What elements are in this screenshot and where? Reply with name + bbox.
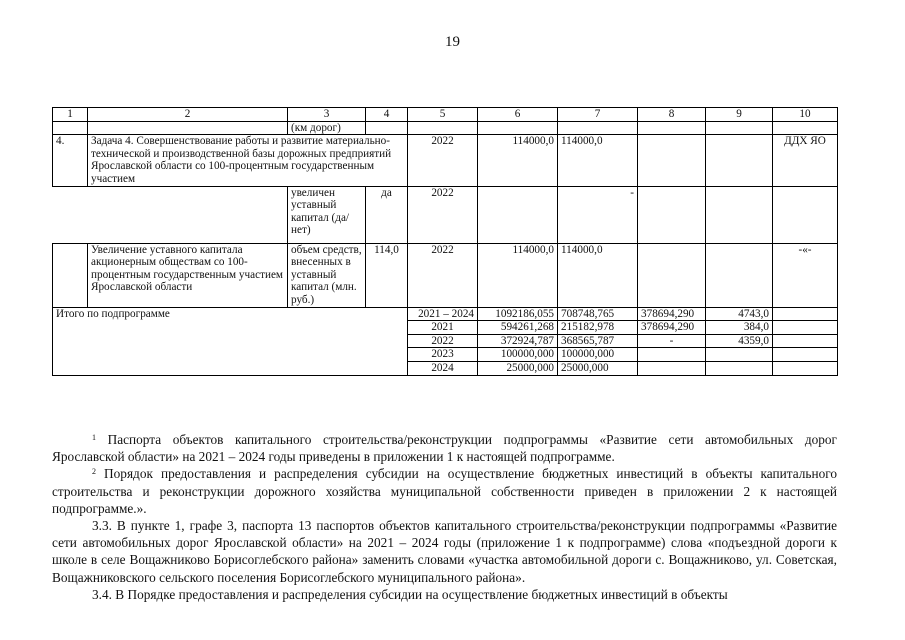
col-header: 4	[366, 108, 408, 122]
col-header: 1	[53, 108, 88, 122]
footnote-1-mark: 1	[92, 433, 96, 442]
total-col6: 372924,787	[478, 334, 558, 348]
indicator-col6: 114000,0	[478, 243, 558, 307]
total-col7: 215182,978	[558, 321, 638, 335]
total-col9	[706, 348, 773, 362]
total-col9	[706, 361, 773, 375]
unit-cell: (км дорог)	[288, 121, 366, 135]
total-year: 2021 – 2024	[408, 307, 478, 321]
footnotes-block	[52, 431, 837, 603]
footnote-2-mark: 2	[92, 467, 96, 477]
total-col8	[638, 361, 706, 375]
paragraph-3-4: 3.4. В Порядке предоставления и распределения субсидии на осуществление бюджетных инвестиций в объекты	[92, 586, 728, 602]
table-row-continuation	[53, 121, 838, 135]
col-header: 8	[638, 108, 706, 122]
total-col7: 708748,765	[558, 307, 638, 321]
total-year: 2023	[408, 348, 478, 362]
total-col7: 368565,787	[558, 334, 638, 348]
col-header: 2	[88, 108, 288, 122]
table-row-indicator1	[53, 186, 838, 243]
total-col8: -	[638, 334, 706, 348]
paragraph-3-3: 3.3. В пункте 1, графе 3, паспорта 13 паспортов объектов капитального строительства/реконструкции подпрограммы «Развитие сети автомобильных дорог Ярославской области» на 2021 – 2024 годы (приложение 1 к подпрограмме) слова «подъездной дороги к школе в селе Вощажниково Борисоглебского района» заменить словами «участка автомобильной дороги с. Вощажниково, ул. Советская, Вощажниковского сельского поселения Борисоглебского муниципального района».	[52, 518, 837, 585]
col-header: 10	[773, 108, 838, 122]
footnote-1-text: Паспорта объектов капитального строительства/реконструкции подпрограммы «Развитие сети автомобильных дорог Ярославской области» на 2021 – 2024 годы приведены в приложении 1 к настоящей подпрограмме.	[52, 432, 837, 465]
total-col6: 25000,000	[478, 361, 558, 375]
total-col7: 100000,000	[558, 348, 638, 362]
table-row-indicator2	[53, 243, 838, 307]
col-header: 5	[408, 108, 478, 122]
footnote-2-text: Порядок предоставления и распределения субсидии на осуществление бюджетных инвестиций в объекты капитального строительства и реконструкции дорожного хозяйства муниципальной собственности приведен в приложении 2 к настоящей подпрограмме.».	[52, 466, 837, 516]
subprogram-table	[52, 107, 838, 376]
table-header-row	[53, 108, 838, 122]
col-header: 6	[478, 108, 558, 122]
col-header: 9	[706, 108, 773, 122]
total-year: 2021	[408, 321, 478, 335]
total-col7: 25000,000	[558, 361, 638, 375]
total-col6: 594261,268	[478, 321, 558, 335]
total-col8: 378694,290	[638, 307, 706, 321]
total-row	[53, 307, 838, 321]
total-col6: 1092186,055	[478, 307, 558, 321]
indicator-value: да	[366, 186, 408, 243]
measure-description: Увеличение уставного капитала акционерным обществам со 100-процентным государственным участием Ярославской области	[88, 243, 288, 307]
total-year: 2022	[408, 334, 478, 348]
task-col6: 114000,0	[478, 135, 558, 186]
task-executor: ДДХ ЯО	[773, 135, 838, 186]
indicator-col7: -	[558, 186, 638, 243]
table-row-task4	[53, 135, 838, 186]
total-col8: 378694,290	[638, 321, 706, 335]
indicator-name: объем средств, внесенных в уставный капитал (млн. руб.)	[288, 243, 366, 307]
indicator-value: 114,0	[366, 243, 408, 307]
total-label: Итого по подпрограмме	[53, 307, 408, 375]
indicator-executor: -«-	[773, 243, 838, 307]
indicator-name: увеличен уставный капитал (да/нет)	[288, 186, 366, 243]
page-number: 19	[445, 34, 460, 50]
indicator-col7: 114000,0	[558, 243, 638, 307]
total-col8	[638, 348, 706, 362]
total-year: 2024	[408, 361, 478, 375]
task-text: Задача 4. Совершенствование работы и развитие материально-технической и производственной базы дорожных предприятий Ярославской области со 100-процентным государственным участием	[88, 135, 408, 186]
col-header: 3	[288, 108, 366, 122]
task-col7: 114000,0	[558, 135, 638, 186]
task-number: 4.	[53, 135, 88, 186]
total-col9: 4359,0	[706, 334, 773, 348]
indicator-year: 2022	[408, 243, 478, 307]
indicator-year: 2022	[408, 186, 478, 243]
footnote-1	[52, 431, 837, 465]
task-year: 2022	[408, 135, 478, 186]
total-col6: 100000,000	[478, 348, 558, 362]
total-col9: 4743,0	[706, 307, 773, 321]
total-col9: 384,0	[706, 321, 773, 335]
col-header: 7	[558, 108, 638, 122]
footnote-2	[52, 465, 837, 517]
